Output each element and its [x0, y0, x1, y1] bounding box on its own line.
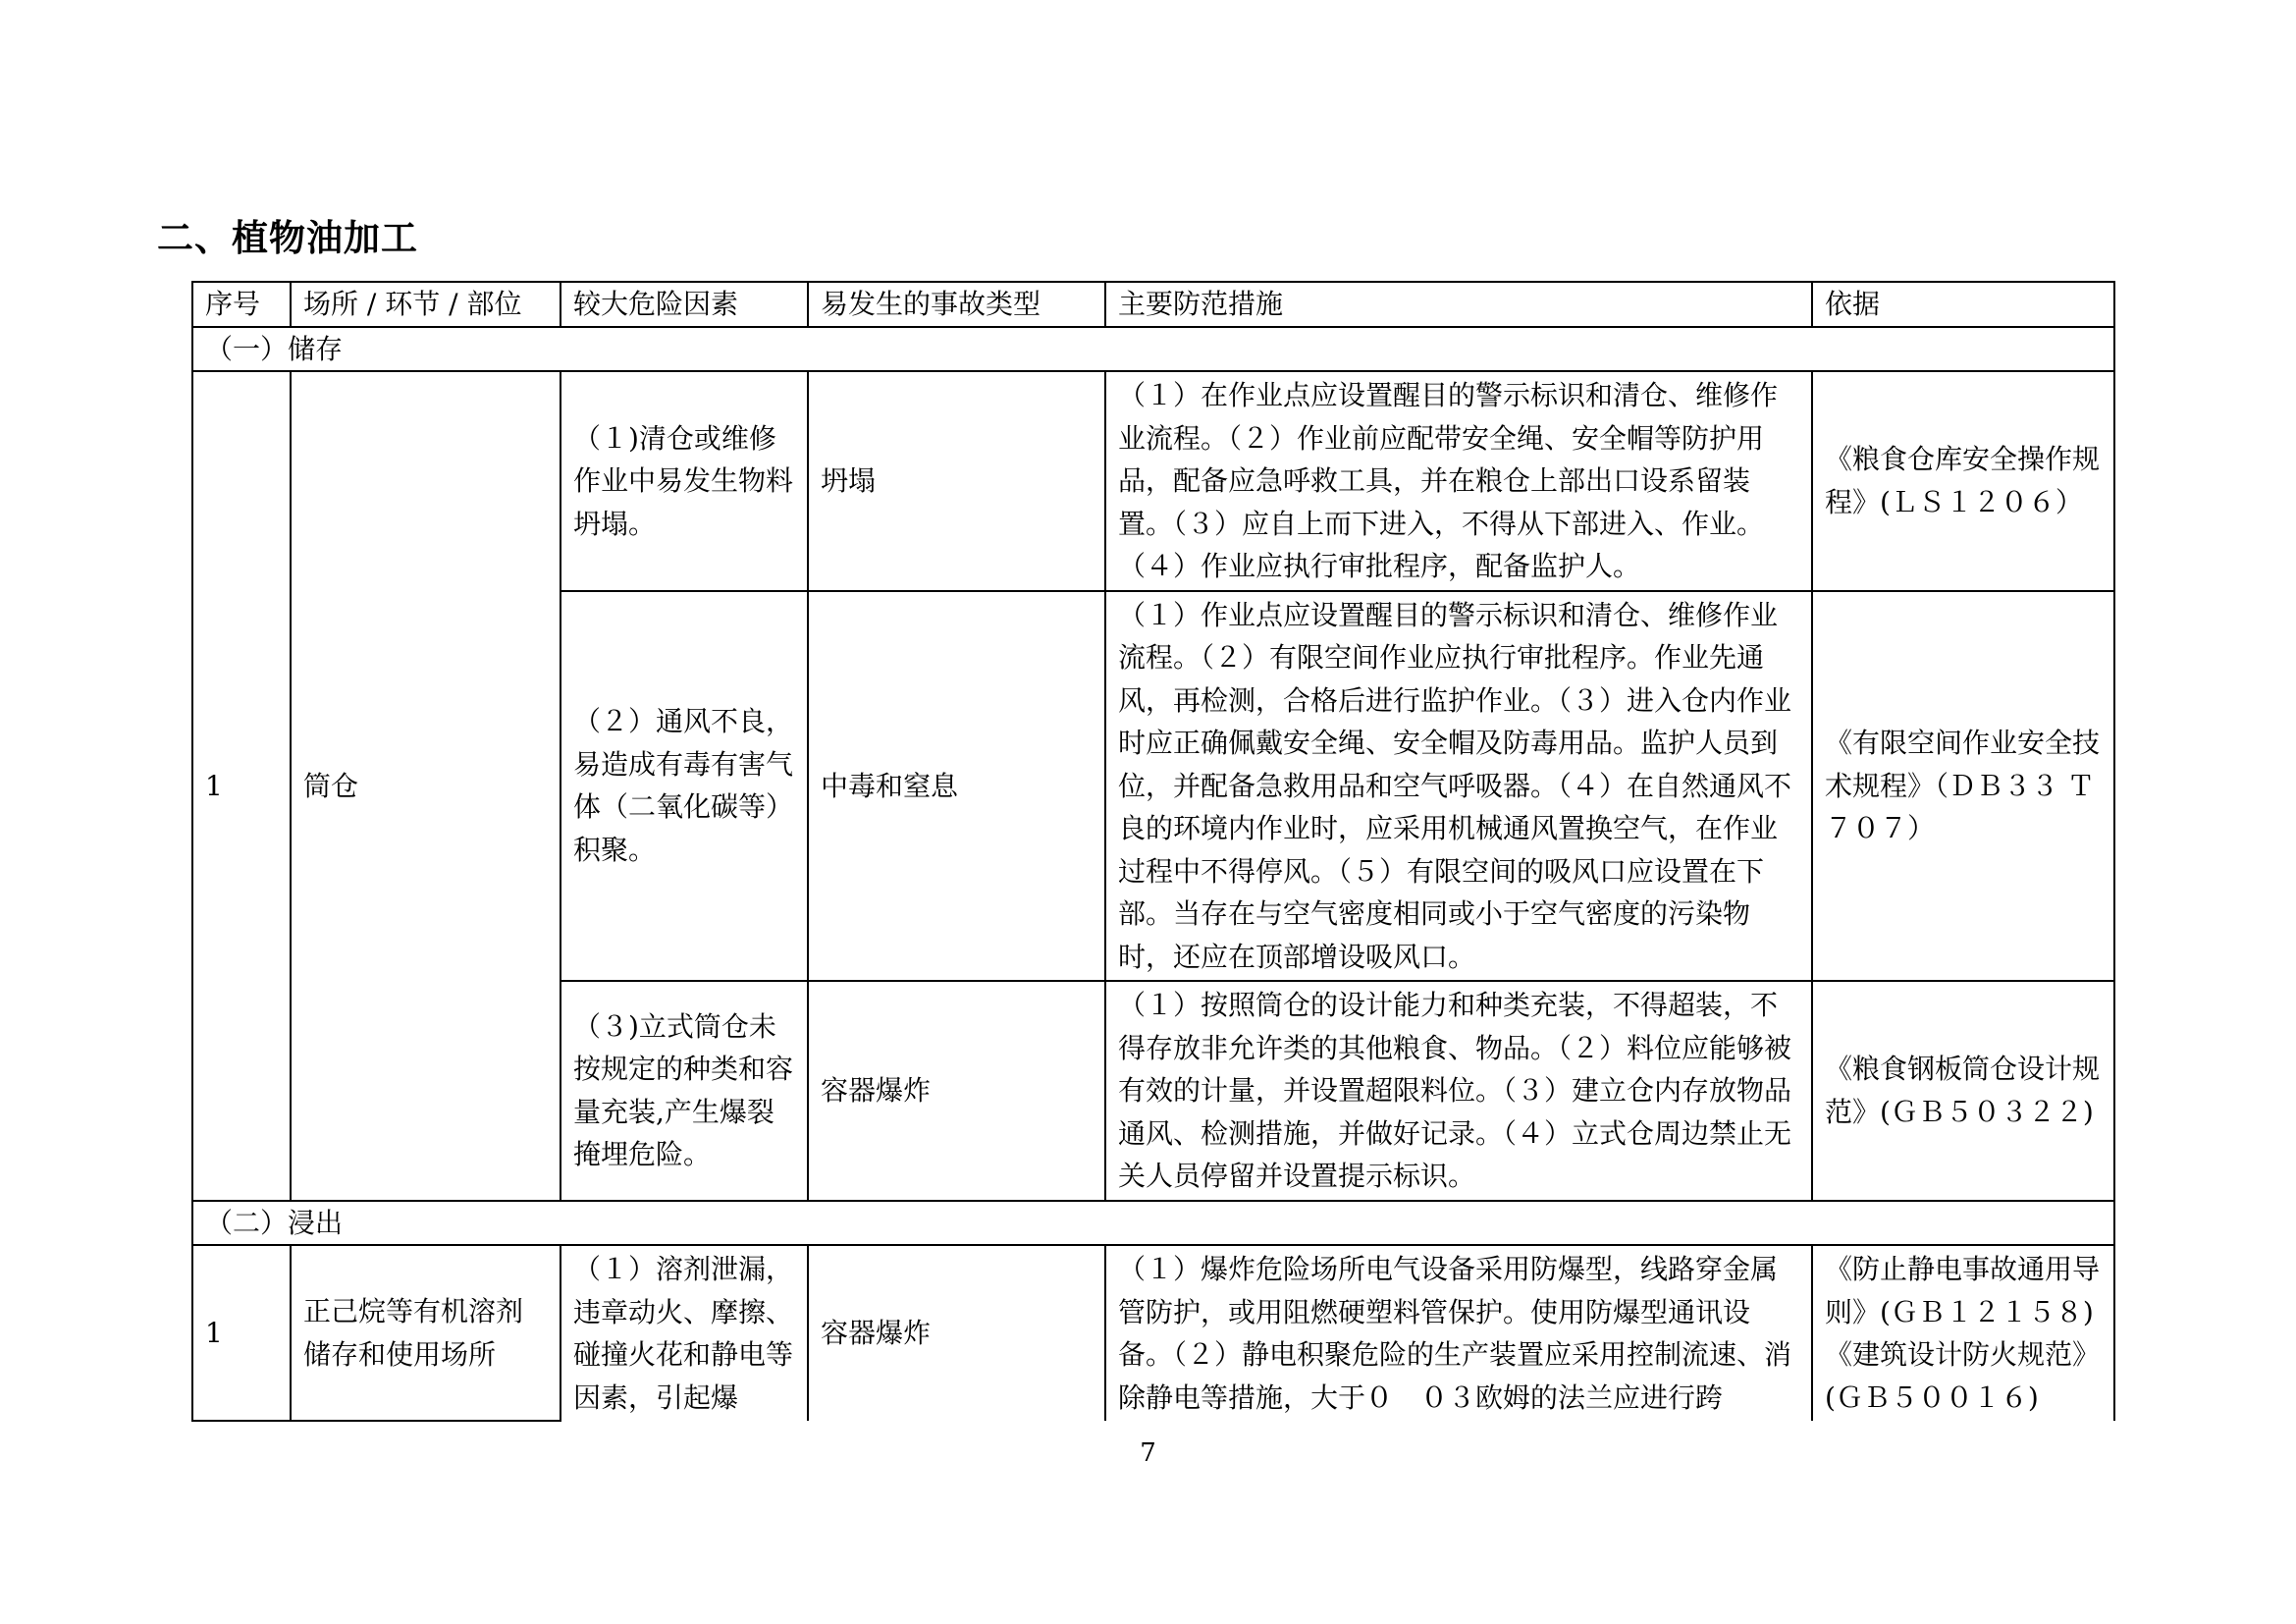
hazard-cell: （３)立式筒仓未按规定的种类和容量充装,产生爆裂掩埋危险。: [561, 981, 808, 1201]
group-label: （二）浸出: [192, 1201, 2114, 1246]
table-row: [192, 1245, 2114, 1421]
row-number: 1: [192, 371, 291, 1201]
measures-cell: （１）在作业点应设置醒目的警示标识和清仓、维修作业流程。（２）作业前应配带安全绳、安全帽等防护用品，配备应急呼救工具，并在粮仓上部出口设系留装置。（３）应自上而下进入，不得从下部进入、作业。（４）作业应执行审批程序，配备监护人。: [1105, 371, 1812, 591]
measures-cell: （１）按照筒仓的设计能力和种类充装，不得超装，不得存放非允许类的其他粮食、物品。（２）料位应能够被有效的计量，并设置超限料位。（３）建立仓内存放物品通风、检测措施，并做好记录。（４）立式仓周边禁止无关人员停留并设置提示标识。: [1105, 981, 1812, 1201]
basis-cell: 《粮食仓库安全操作规程》(ＬＳ１２０６）: [1812, 371, 2114, 591]
location-cell: 筒仓: [291, 371, 561, 1201]
page-number: 7: [1140, 1438, 1156, 1468]
accident-type-cell: 中毒和窒息: [808, 591, 1105, 982]
table-header-row: [192, 282, 2114, 327]
header-cell: 主要防范措施: [1105, 282, 1812, 327]
basis-cell: 《粮食钢板筒仓设计规范》(ＧＢ５０３２２): [1812, 981, 2114, 1201]
accident-type-cell: 容器爆炸: [808, 981, 1105, 1201]
hazard-cell: （１)清仓或维修作业中易发生物料坍塌。: [561, 371, 808, 591]
header-cell: 易发生的事故类型: [808, 282, 1105, 327]
header-cell: 较大危险因素: [561, 282, 808, 327]
measures-cell: （１）作业点应设置醒目的警示标识和清仓、维修作业流程。（２）有限空间作业应执行审批程序。作业先通风，再检测，合格后进行监护作业。（３）进入仓内作业时应正确佩戴安全绳、安全帽及防毒用品。监护人员到位，并配备急救用品和空气呼吸器。（４）在自然通风不良的环境内作业时，应采用机械通风置换空气，在作业过程中不得停风。（５）有限空间的吸风口应设置在下部。当存在与空气密度相同或小于空气密度的污染物时，还应在顶部增设吸风口。: [1105, 591, 1812, 982]
basis-cell: 《防止静电事故通用导则》(ＧＢ１２１５８)《建筑设计防火规范》(ＧＢ５００１６): [1812, 1245, 2114, 1421]
hazard-cell: （１）溶剂泄漏，违章动火、摩擦、碰撞火花和静电等因素，引起爆: [561, 1245, 808, 1421]
group-row-extraction: [192, 1201, 2114, 1246]
hazard-cell: （２）通风不良，易造成有毒有害气体（二氧化碳等）积聚。: [561, 591, 808, 982]
table-row: [192, 371, 2114, 591]
hazard-table: [191, 281, 2115, 1422]
row-number: 1: [192, 1245, 291, 1421]
location-cell: 正己烷等有机溶剂储存和使用场所: [291, 1245, 561, 1421]
basis-cell: 《有限空间作业安全技术规程》（ＤＢ３３ Ｔ７０７）: [1812, 591, 2114, 982]
header-cell: 场所 / 环节 / 部位: [291, 282, 561, 327]
section-title: 二、植物油加工: [157, 217, 418, 259]
header-cell: 序号: [192, 282, 291, 327]
measures-cell: （１）爆炸危险场所电气设备采用防爆型，线路穿金属管防护，或用阻燃硬塑料管保护。使用防爆型通讯设备。（２）静电积聚危险的生产装置应采用控制流速、消除静电等措施，大于０ ０３欧姆的法兰应进行跨: [1105, 1245, 1812, 1421]
group-row-storage: [192, 327, 2114, 372]
header-cell: 依据: [1812, 282, 2114, 327]
group-label: （一）储存: [192, 327, 2114, 372]
accident-type-cell: 坍塌: [808, 371, 1105, 591]
accident-type-cell: 容器爆炸: [808, 1245, 1105, 1421]
